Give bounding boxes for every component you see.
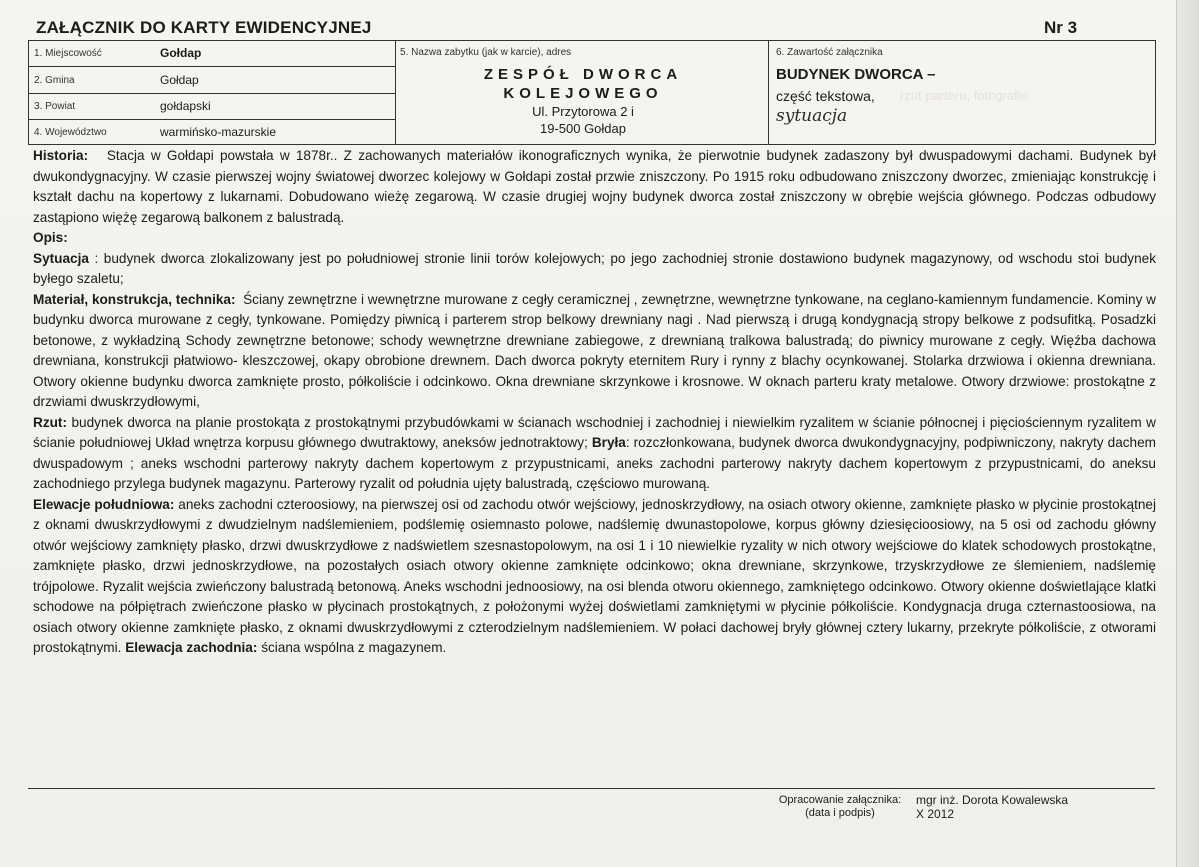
field-value-gmina: Gołdap (160, 73, 199, 87)
header-rule (28, 40, 1155, 41)
monument-name-line1: ZESPÓŁ DWORCA (483, 66, 683, 83)
elewacja-zachodnia-label: Elewacja zachodnia: (125, 640, 258, 655)
scan-edge (1176, 0, 1199, 867)
sytuacja-text: : budynek dworca zlokalizowany jest po południowej stronie linii torów kolejowych; po jego zachodniej stronie dostawiono budynek magazynowy, od wschodu stoi budynek byłego szaletu; (33, 250, 1156, 286)
document-body (33, 146, 1156, 659)
document-number: Nr 3 (1044, 18, 1078, 37)
elewacje-text: aneks zachodni czteroosiowy, na pierwszej osi od zachodu otwór wejściowy, jednoskrzydłowy, na osiach otwory okienne, zamknięte płasko w płycinie prostokątnej z oknami dwuskrzydłowymi z dwudzielnym nadślemieniem, podślemię osiemnasto polowe, nadślemię dwunastopolowe, korpus główny dziesięcioosiowy, na 5 osi od zachodu główny otwór wejściowy zamknięty płasko, drzwi dwuskrzydłowe z nadświetlem szesnastopolowym, na osi 1 i 10 niewielkie ryzality w nich otwory wejściowe do klatek schodowych prostokątne, zamknięte płasko, drzwi jednoskrzydłowe, na pozostałych osiach otwory okienne zamknięte odcinkowo; okna drewniane, skrzynkowe, trzyskrzydłowe ze ślemieniem, nadślemię trójpolowe. Ryzalit wejścia zwieńczony balustradą betonową. Aneks wschodni jednoosiowy, na osi blenda otworu okiennego, zamkniętego odcinkowo. Otwory okienne doświetlające klatki schodowe na półpiętrach zwieńczone płasko w płycinach prostokątnych, z położonymi wyżej doświetlami zamkniętymi w płycinie półkoliście. Kondygnacja druga czternastoosiowa, na osiach otwory okienne zamknięte płasko, z oknami dwuskrzydłowymi z czterodzielnym nadślemieniem. W połaci dachowej bryły głównej cztery lukarny, przekryte półkoliście, z otworami prostokątnymi. (33, 496, 1157, 655)
field-value-miejscowosc: Gołdap (160, 46, 202, 60)
monument-city: 19-500 Gołdap (539, 121, 626, 136)
elewacje-paragraph (33, 495, 1156, 659)
attachment-text: część tekstowa, (776, 88, 875, 104)
sytuacja-label: Sytuacja (33, 250, 89, 266)
monument-name-line2: KOLEJOWEGO (503, 85, 663, 102)
field-label-monument: 5. Nazwa zabytku (jak w karcie), adres (400, 47, 572, 58)
field-label-powiat: 3. Powiat (34, 101, 76, 112)
material-text: Ściany zewnętrzne i wewnętrzne murowane z cegły ceramicznej , zewnętrzne, wewnętrzne tynkowane, na ceglano-kamiennym fundamencie. Kominy w budynku dworca murowane z cegły, tynkowane. Pomiędzy piwnicą i parterem strop belkowy drewniany nagi . Nad pierwszą i drugą kondygnacją stropy belkowe z podsufitką. Posadzki betonowe, z wykładziną Schody zewnętrzne betonowe; schody wewnętrzne drewniane zabiegowe, z drewnianą tralkowa balustradą; do piwnicy murowane z cegły. Więźba dachowa drewniana, konstrukcji płatwiowo- kleszczowej, okapy obrobione drewnem. Dach dworca pokryty eternitem Rury i rynny z blachy ocynkowanej. Stolarka drzwiowa i okienna drewniana. Otwory okienne budynku dworca zamknięte prosto, półkoliście i odcinkowo. Okna drewniane skrzynkowe i krosnowe. W oknach parteru kraty metalowe. Otwory drzwiowe: prostokątne z drzwiami dwuskrzydłowymi, (33, 291, 1156, 409)
elewacje-label: Elewacje południowa: (33, 496, 175, 512)
bryla-text: : rozczłonkowana, budynek dworca dwukondygnacyjny, podpiwniczony, nakryty dachem dwuspadowym ; aneks wschodni parterowy nakryty dachem kopertowym z przypustnicami, aneks zachodni parterowy nakryty dachem kopertowym z przypustnicami, do aneksu zachodniego przylega budynek magazynu. Parterowy ryzalit od południa ujęty balustradą, częściowo murowaną. (33, 435, 1156, 491)
row-rule-3 (28, 119, 395, 120)
author-name: mgr inż. Dorota Kowalewska (916, 793, 1069, 807)
opis-label: Opis: (33, 230, 68, 245)
attachment-title: BUDYNEK DWORCA – (776, 66, 936, 83)
elewacja-zachodnia-text: ściana wspólna z magazynem. (261, 640, 447, 655)
sytuacja-paragraph (33, 249, 1156, 290)
material-label: Materiał, konstrukcja, technika: (33, 291, 236, 307)
attachment-handwritten: sytuacja (776, 106, 848, 126)
footer-rule (28, 788, 1155, 789)
rzut-text: budynek dworca na planie prostokąta z prostokątnymi przybudówkami w ścianach wschodniej i zachodniej i niewielkim ryzalitem w ścianie północnej i pięciościennym ryzalitem w ścianie południowej Układ wnętrza korpusu głównego dwutraktowy, aneksów jednotraktowy; (33, 414, 1156, 450)
field-label-gmina: 2. Gmina (34, 75, 75, 86)
field-label-miejscowosc: 1. Miejscowość (34, 48, 102, 59)
bryla-label: Bryła (591, 435, 626, 450)
attachment-crossed-text: rzut parteru, fotografie (900, 88, 1028, 103)
column-divider-1 (395, 40, 396, 144)
rzut-label: Rzut: (33, 414, 67, 430)
column-divider-2 (768, 40, 769, 144)
historia-label: Historia: (33, 148, 89, 163)
prepared-label: Opracowanie załącznika: (778, 794, 902, 806)
form-left-border (28, 40, 29, 144)
field-label-wojewodztwo: 4. Województwo (34, 127, 107, 138)
form-bottom-rule (28, 144, 1155, 145)
monument-street: Ul. Przytorowa 2 i (532, 104, 634, 119)
historia-text: Stacja w Gołdapi powstała w 1878r.. Z zachowanych materiałów ikonograficznych wynika, że pierwotnie budynek zadaszony był dwuspadowymi dachami. Budynek był dwukondygnacyjny. W czasie pierwszej wojny światowej dworzec kolejowy w Gołdapi został przwie zniszczony. Po 1915 roku odbudowano zniszczony dworzec, zmieniając konstrukcję i kształt dachu na kopertowy z lukarnami. Dobudowano wieżę zegarową. W czasie drugiej wojny budynek dworca został zniszczony w obrębie wejścia głównego. Podczas odbudowy zastąpiono więżę zegarową balkonem z balustradą. (33, 148, 1157, 225)
opis-heading-paragraph (33, 228, 1156, 249)
date-sign-label: (data i podpis) (805, 807, 875, 819)
field-value-powiat: gołdapski (160, 99, 211, 113)
field-value-wojewodztwo: warmińsko-mazurskie (160, 125, 277, 139)
material-paragraph (33, 290, 1156, 413)
monument-block (398, 65, 768, 137)
prepared-date: X 2012 (916, 807, 955, 821)
field-label-attachment: 6. Zawartość załącznika (776, 47, 883, 58)
rzut-paragraph (33, 413, 1156, 495)
document-title: ZAŁĄCZNIK DO KARTY EWIDENCYJNEJ (36, 18, 372, 37)
historia-paragraph (33, 146, 1156, 228)
row-rule-2 (28, 93, 395, 94)
form-right-border (1155, 40, 1156, 144)
row-rule-1 (28, 66, 395, 67)
